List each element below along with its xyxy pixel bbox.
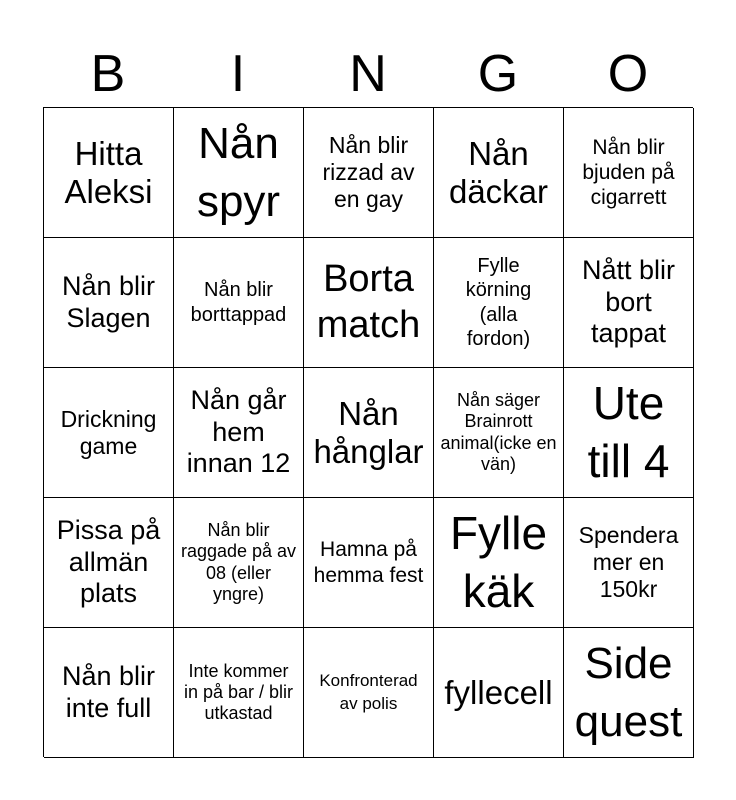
cell-text: Nån blir borttappad	[190, 279, 287, 326]
bingo-cell-r5c4[interactable]	[434, 628, 564, 758]
header-letter-b: B	[90, 45, 126, 103]
bingo-cell-r4c5[interactable]	[564, 498, 694, 628]
bingo-cell-r4c2[interactable]	[174, 498, 304, 628]
cell-text: Nån däckar	[448, 134, 549, 210]
header-letter-i: I	[230, 45, 246, 103]
cell-text: Inte kommer in på bar / blir utkastad	[183, 660, 294, 724]
bingo-cell-r3c4[interactable]	[434, 368, 564, 498]
cell-text: Fylle körning (alla fordon)	[465, 254, 532, 350]
bingo-cell-r4c3[interactable]	[304, 498, 434, 628]
cell-text: Nått blir bort tappat	[581, 255, 676, 349]
cell-text: fyllecell	[444, 673, 553, 711]
cell-text: Drickning game	[60, 405, 157, 459]
cell-text: Nån säger Brainrott animal(icke en vän)	[440, 390, 557, 474]
cell-text: Konfronterad av polis	[319, 671, 418, 713]
cell-text: Borta match	[316, 257, 421, 346]
bingo-cell-r5c2[interactable]	[174, 628, 304, 758]
cell-text: Nån spyr	[196, 119, 281, 226]
cell-text: Hitta Aleksi	[64, 134, 153, 210]
cell-text: Side quest	[574, 639, 683, 746]
cell-text: Nån blir raggade på av 08 (eller yngre)	[180, 520, 297, 604]
cell-text: Nån går hem innan 12	[186, 385, 291, 479]
bingo-cell-r2c4[interactable]	[434, 238, 564, 368]
bingo-cell-r1c1[interactable]	[44, 108, 174, 238]
bingo-cell-r4c4[interactable]	[434, 498, 564, 628]
bingo-cell-r3c1[interactable]	[44, 368, 174, 498]
bingo-cell-r2c2[interactable]	[174, 238, 304, 368]
bingo-header	[43, 40, 693, 108]
bingo-cell-r1c4[interactable]	[434, 108, 564, 238]
cell-text: Nån hånglar	[313, 394, 424, 470]
cell-text: Hamna på hemma fest	[313, 538, 424, 587]
bingo-cell-r2c5[interactable]	[564, 238, 694, 368]
bingo-cell-r1c2[interactable]	[174, 108, 304, 238]
cell-text: Pissa på allmän plats	[56, 515, 161, 609]
cell-text: Fylle käk	[449, 507, 548, 617]
cell-text: Nån blir Slagen	[61, 270, 156, 333]
bingo-cell-r2c3[interactable]	[304, 238, 434, 368]
header-letter-o: O	[607, 45, 649, 103]
bingo-cell-r3c5[interactable]	[564, 368, 694, 498]
cell-text: Nån blir rizzad av en gay	[322, 132, 415, 212]
cell-text: Nån blir inte full	[61, 660, 156, 723]
bingo-cell-r5c1[interactable]	[44, 628, 174, 758]
bingo-board	[43, 107, 693, 757]
header-letter-g: G	[477, 45, 519, 103]
cell-text: Spendera mer en 150kr	[578, 522, 679, 602]
bingo-cell-r5c5[interactable]	[564, 628, 694, 758]
cell-text: Ute till 4	[587, 377, 670, 487]
bingo-cell-r1c5[interactable]	[564, 108, 694, 238]
bingo-cell-r3c3[interactable]	[304, 368, 434, 498]
header-letter-n: N	[349, 45, 387, 103]
bingo-cell-r5c3[interactable]	[304, 628, 434, 758]
cell-text: Nån blir bjuden på cigarrett	[582, 135, 675, 210]
bingo-cell-r1c3[interactable]	[304, 108, 434, 238]
bingo-cell-r4c1[interactable]	[44, 498, 174, 628]
bingo-cell-r3c2[interactable]	[174, 368, 304, 498]
bingo-cell-r2c1[interactable]	[44, 238, 174, 368]
